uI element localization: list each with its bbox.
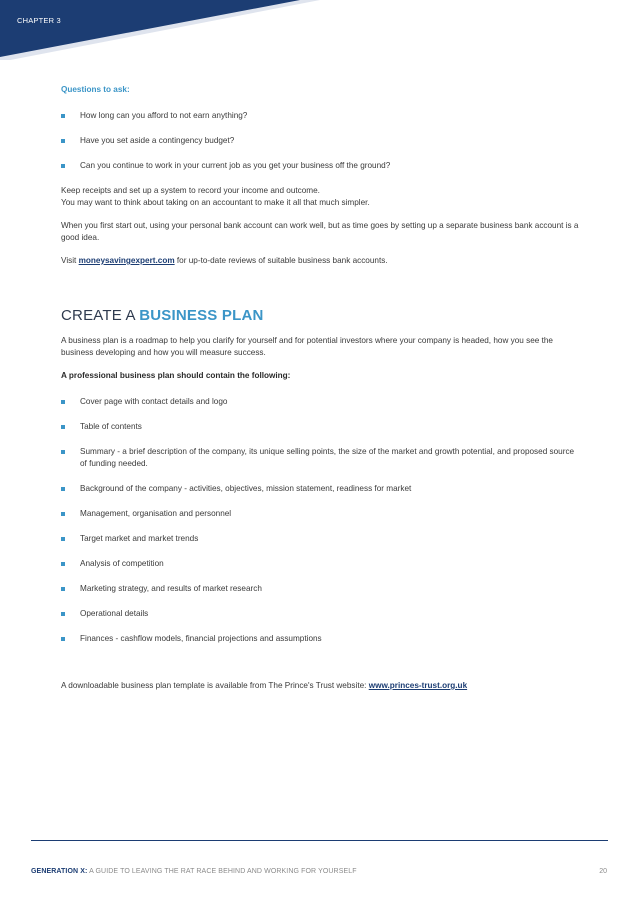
page-number: 20 (599, 868, 607, 875)
bullet-square-icon (61, 425, 65, 429)
princes-trust-link[interactable]: www.princes-trust.org.uk (368, 681, 468, 690)
bullet-square-icon (61, 562, 65, 566)
main-content (61, 84, 581, 703)
plan-items-list (61, 396, 581, 645)
footer-title: GENERATION X: A GUIDE TO LEAVING THE RAT RACE BEHIND AND WORKING FOR YOURSELF (31, 868, 357, 875)
list-item: Operational details (61, 608, 581, 620)
bullet-square-icon (61, 537, 65, 541)
bullet-square-icon (61, 612, 65, 616)
bullet-square-icon (61, 637, 65, 641)
bullet-square-icon (61, 139, 65, 143)
list-item: Analysis of competition (61, 558, 581, 570)
section-title: CREATE A BUSINESS PLAN (61, 307, 264, 324)
questions-list (61, 110, 581, 172)
list-item: Finances - cashflow models, financial projections and assumptions (61, 633, 581, 645)
header-banner (0, 0, 638, 60)
list-item: Can you continue to work in your current job as you get your business off the ground? (61, 160, 581, 172)
list-item: Cover page with contact details and logo (61, 396, 581, 408)
list-item: Marketing strategy, and results of market research (61, 583, 581, 595)
list-item: Target market and market trends (61, 533, 581, 545)
bank-paragraph: When you first start out, using your personal bank account can work well, but as time goes by setting up a separate business bank account is a good idea. (61, 221, 579, 242)
bullet-square-icon (61, 450, 65, 454)
bullet-square-icon (61, 114, 65, 118)
receipts-paragraph: Keep receipts and set up a system to record your income and outcome. You may want to think about taking on an accountant to make it all that much simpler. (61, 186, 370, 207)
plan-intro: A business plan is a roadmap to help you clarify for yourself and for potential investors where your company is headed, how you see the business developing and how you will measure success. (61, 336, 553, 357)
moneysavingexpert-link[interactable]: moneysavingexpert.com (78, 256, 175, 265)
bullet-square-icon (61, 587, 65, 591)
chapter-label: CHAPTER 3 (17, 16, 61, 25)
plan-contain-heading: A professional business plan should contain the following: (61, 371, 291, 380)
visit-paragraph: Visit moneysavingexpert.com for up-to-date reviews of suitable business bank accounts. (61, 256, 388, 265)
list-item: Have you set aside a contingency budget? (61, 135, 581, 147)
questions-heading: Questions to ask: (61, 85, 130, 94)
template-paragraph: A downloadable business plan template is available from The Prince's Trust website: www.princes-trust.org.uk (61, 681, 468, 690)
footer-divider (31, 840, 608, 841)
list-item: How long can you afford to not earn anything? (61, 110, 581, 122)
banner-navy-shape (0, 0, 300, 57)
list-item: Background of the company - activities, objectives, mission statement, readiness for market (61, 483, 581, 495)
bullet-square-icon (61, 512, 65, 516)
bullet-square-icon (61, 400, 65, 404)
list-item: Table of contents (61, 421, 581, 433)
bullet-square-icon (61, 487, 65, 491)
list-item: Summary - a brief description of the company, its unique selling points, the size of the market and growth potential, and proposed source of funding needed. (61, 446, 581, 470)
bullet-square-icon (61, 164, 65, 168)
list-item: Management, organisation and personnel (61, 508, 581, 520)
